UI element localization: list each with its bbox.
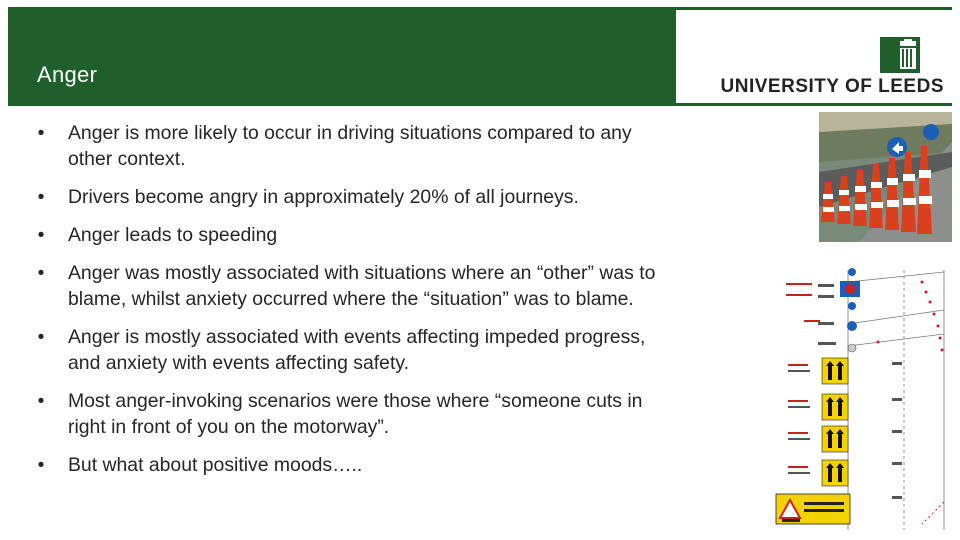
bullet-text: Most anger-invoking scenarios were those where “someone cuts in right in front of you on the motorway”. — [68, 390, 643, 438]
university-logo — [676, 10, 952, 103]
bullet-item — [34, 388, 674, 440]
traffic-cones-photo — [819, 112, 952, 242]
bullet-item — [34, 184, 674, 210]
bullet-text: Anger is more likely to occur in driving situations compared to any other context. — [68, 122, 632, 170]
bullet-text: Anger is mostly associated with events affecting impeded progress, and anxiety with events affecting safety. — [68, 326, 646, 374]
roadworks-sign-layout-diagram — [774, 262, 954, 530]
bullet-marker: • — [37, 390, 45, 412]
bullet-text: Anger was mostly associated with situations where an “other” was to blame, whilst anxiety occurred where the “situation” was to blame. — [68, 262, 656, 310]
university-crest-icon — [880, 37, 920, 73]
bullet-text: Anger leads to speeding — [68, 224, 278, 246]
bullet-text: But what about positive moods….. — [68, 454, 363, 476]
bullet-marker: • — [37, 122, 45, 144]
bullet-item — [34, 452, 674, 478]
bullet-marker: • — [37, 454, 45, 476]
bullet-marker: • — [37, 262, 45, 284]
logo-text: UNIVERSITY OF LEEDS — [720, 76, 944, 97]
bullet-item — [34, 120, 674, 172]
bullet-list — [34, 120, 674, 490]
bullet-marker: • — [37, 326, 45, 348]
bullet-item — [34, 324, 674, 376]
bullet-marker: • — [37, 224, 45, 246]
bullet-item — [34, 260, 674, 312]
bullet-marker: • — [37, 186, 45, 208]
slide-title: Anger — [37, 62, 98, 87]
bullet-text: Drivers become angry in approximately 20% of all journeys. — [68, 186, 579, 208]
bullet-item — [34, 222, 674, 248]
slide-header — [8, 7, 952, 106]
